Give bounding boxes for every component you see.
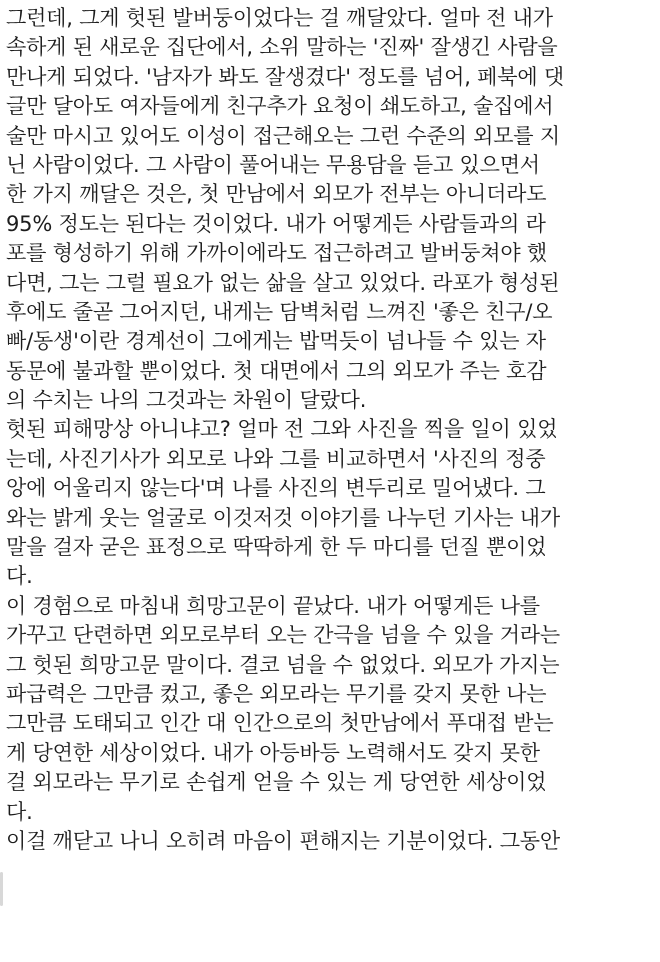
body-text xyxy=(6,4,658,856)
text-line: 술만 마시고 있어도 이성이 접근해오는 그런 수준의 외모를 지 xyxy=(6,123,560,148)
text-line: 앙에 어울리지 않는다'며 나를 사진의 변두리로 밀어냈다. 그 xyxy=(6,476,546,501)
text-line: 한 가지 깨달은 것은, 첫 만남에서 외모가 전부는 아니더라도 xyxy=(6,182,547,207)
text-line: 글만 달아도 여자들에게 친구추가 요청이 쇄도하고, 술집에서 xyxy=(6,94,554,119)
text-line: 속하게 된 새로운 집단에서, 소위 말하는 '진짜' 잘생긴 사람을 xyxy=(6,35,558,60)
text-line: 그 헛된 희망고문 말이다. 결코 넘을 수 없었다. 외모가 가지는 xyxy=(6,652,560,677)
text-line: 게 당연한 세상이었다. 내가 아등바등 노력해서도 갖지 못한 xyxy=(6,740,540,765)
text-line: 95% 정도는 된다는 것이었다. 내가 어떻게든 사람들과의 라 xyxy=(6,211,546,236)
scrollbar[interactable] xyxy=(0,872,3,906)
text-line: 동문에 불과할 뿐이었다. 첫 대면에서 그의 외모가 주는 호감 xyxy=(6,358,547,383)
text-line: 다. xyxy=(6,564,33,589)
text-line: 후에도 줄곧 그어지던, 내게는 담벽처럼 느껴진 '좋은 친구/오 xyxy=(6,299,553,324)
text-line: 이 경험으로 마침내 희망고문이 끝났다. 내가 어떻게든 나를 xyxy=(6,593,540,618)
text-line: 닌 사람이었다. 그 사람이 풀어내는 무용담을 듣고 있으면서 xyxy=(6,152,540,177)
text-line: 포를 형성하기 위해 가까이에라도 접근하려고 발버둥쳐야 했 xyxy=(6,241,547,266)
text-line: 걸 외모라는 무기로 손쉽게 얻을 수 있는 게 당연한 세상이었 xyxy=(6,770,547,795)
text-line: 파급력은 그만큼 컸고, 좋은 외모라는 무기를 갖지 못한 나는 xyxy=(6,681,547,706)
text-line: 그만큼 도태되고 인간 대 인간으로의 첫만남에서 푸대접 받는 xyxy=(6,711,554,736)
text-line: 이걸 깨닫고 나니 오히려 마음이 편해지는 기분이었다. 그동안 xyxy=(6,828,560,853)
text-line: 헛된 피해망상 아니냐고? 얼마 전 그와 사진을 찍을 일이 있었 xyxy=(6,417,558,442)
text-line: 가꾸고 단련하면 외모로부터 오는 간극을 넘을 수 있을 거라는 xyxy=(6,623,560,648)
text-line: 만나게 되었다. '남자가 봐도 잘생겼다' 정도를 넘어, 페북에 댓 xyxy=(6,64,564,89)
text-line: 빠/동생'이란 경계선이 그에게는 밥먹듯이 넘나들 수 있는 자 xyxy=(6,329,546,354)
text-line: 는데, 사진기사가 외모로 나와 그를 비교하면서 '사진의 정중 xyxy=(6,446,546,471)
text-line: 다면, 그는 그럴 필요가 없는 삶을 살고 있었다. 라포가 형성된 xyxy=(6,270,560,295)
text-line: 의 수치는 나의 그것과는 차원이 달랐다. xyxy=(6,388,367,413)
text-line: 다. xyxy=(6,799,33,824)
text-line: 말을 걸자 굳은 표정으로 딱딱하게 한 두 마디를 던질 뿐이었 xyxy=(6,535,547,560)
text-line: 와는 밝게 웃는 얼굴로 이것저것 이야기를 나누던 기사는 내가 xyxy=(6,505,560,530)
text-line: 그런데, 그게 헛된 발버둥이었다는 걸 깨달았다. 얼마 전 내가 xyxy=(6,6,553,30)
